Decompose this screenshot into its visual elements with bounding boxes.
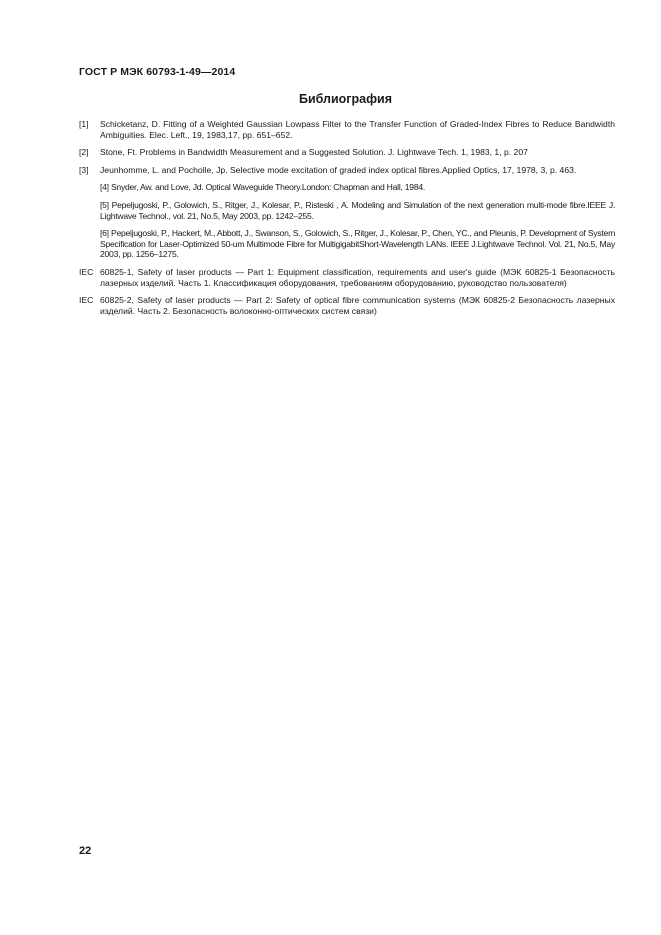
reference-marker: IEC: [79, 295, 94, 306]
reference-marker: [2]: [79, 147, 89, 158]
reference-text: 60825-1, Safety of laser products — Part 1: Equipment classification, requirements and user's guide (МЭК 60825-1 Безопасность лазерных изделий. Часть 1. Классификация оборудования, требованиям оборудованию, руководство пользователя): [100, 266, 615, 288]
reference-item: [79, 147, 615, 158]
reference-text: [4] Snyder, Aw. and Love, Jd. Optical Waveguide Theory.London: Chapman and Hall, 1984.: [100, 182, 426, 193]
reference-marker: [1]: [79, 119, 89, 129]
reference-item: [79, 182, 615, 193]
reference-text: Schicketanz, D. Fitting of a Weighted Gaussian Lowpass Filter to the Transfer Function of Graded-Index Fibres to Reduce Bandwidth Ambiguities. Elec. Left., 19, 1983,17, pp. 651–652.: [100, 119, 615, 140]
bibliography-list: [79, 119, 615, 323]
reference-text: [6] Pepeljugoski, P., Hackert, M., Abbott, J., Swanson, S., Golowich, S., Ritger, J., Kolesar, P., Chen, YC., and Pleunis, P. Development of System Specification for Laser-Optimized 50-um Multimode Fibre for MultigigabitShort-Wavelength LANs. IEEE J.Lightwave Technol. Vol. 21, No.5, May 2003, pp. 1256–1275.: [100, 228, 615, 260]
reference-item: [79, 295, 615, 316]
reference-item: [79, 200, 615, 221]
reference-marker: IEC: [79, 266, 94, 277]
reference-text: Jeunhomme, L. and Pocholle, Jp. Selective mode excitation of graded index optical fibres.Applied Optics, 17, 1978, 3, p. 463.: [100, 164, 577, 175]
reference-marker: [3]: [79, 164, 89, 175]
reference-item: [79, 165, 615, 176]
page-number: 22: [79, 845, 92, 857]
reference-text: Stone, Ft. Problems in Bandwidth Measurement and a Suggested Solution. J. Lightwave Tech. 1, 1983, 1, p. 207: [100, 147, 528, 158]
reference-item: [79, 228, 615, 260]
reference-item: [79, 119, 615, 140]
page-title: Библиография: [298, 92, 393, 106]
document-header: ГОСТ Р МЭК 60793-1-49—2014: [79, 66, 236, 78]
reference-text: 60825-2, Safety of laser products — Part 2: Safety of optical fibre communication systems (МЭК 60825-2 Безопасность лазерных изделий. Часть 2. Безопасность волоконно-оптических систем связи): [100, 295, 615, 316]
reference-text: [5] Pepeljugoski, P., Golowich, S., Ritger, J., Kolesar, P., Risteski , A. Modeling and Simulation of the next generation multi-mode fibre.IEEE J. Lightwave Technol., vol. 21, No.5, May 2003, pp. 1242–255.: [100, 199, 615, 221]
reference-item: [79, 267, 615, 288]
